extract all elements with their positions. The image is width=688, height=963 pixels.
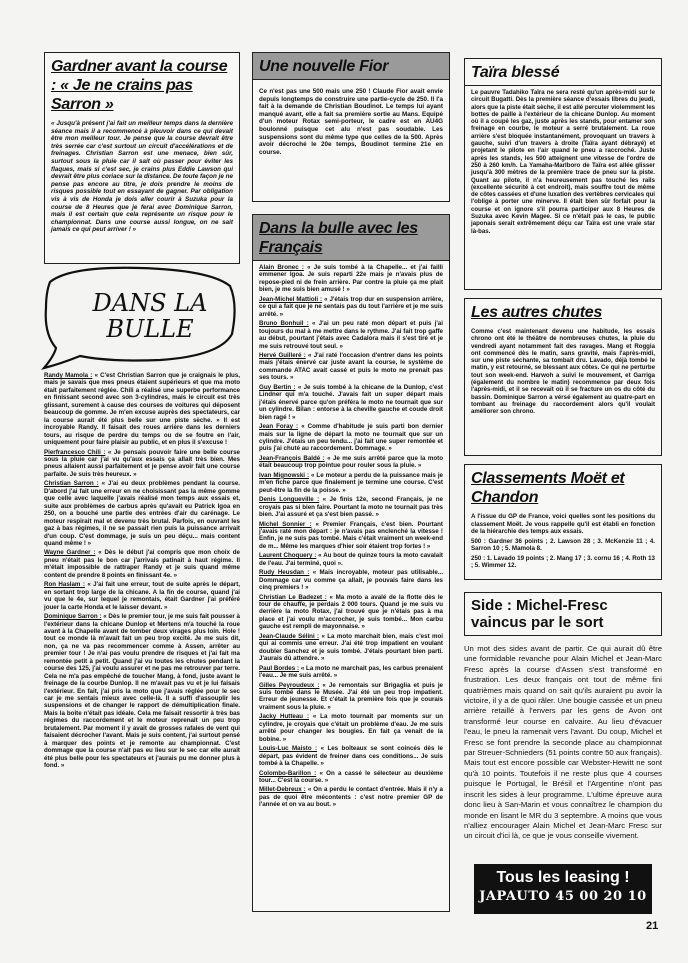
entry-heusdan: Rudy Heusdan : « Mais incroyable, moteur pas utilisable... Dommage car vu comme ça allait, je pouvais faire dans les cinq premiers ! » [259,569,443,592]
taira-text: Le pauvre Tadahiko Taïra ne sera resté qu'un après-midi sur le circuit Bugatti. Dès la première séance d'essais libres du jeudi, alors que la piste était sèche, il est allé percuter violemment les bottes de paille à l'extérieur de la chicane Dunlop. Au moment où il a coupé les gaz, juste après les stands, pour entamer son freinage en courbe, le moteur a serré brutalement. La roue arrière s'est bloquée instantanément, provoquant un travers à gauche, suivi d'un travers à droite (Taïra ayant débrayé) et projetant le pilote en l'air quand le pneu a raccroché. Juste après les stands, les 500 atteignent une vitesse de l'ordre de 250 à 260 km/h. La Yamaha-Marlboro de Taïra est allée glisser jusqu'à 300 mètres de la première trace de pneu sur la piste. Quant au pilote, il n'a heureusement pas touché les rails (excellente sécurité à cet endroit), mais souffre tout de même de côtes cassées et d'une luxation des vertèbres cervicales qui l'oblige à porter une minerve. Il était bien sûr forfait pour la course et on ignore s'il pourra participer aux 8 Heures de Suzuka avec Kevin Magee. Si ce n'était pas le cas, le public japonais serait extrêmement déçu car Taïra est une vraie star là-bas. [471,89,655,235]
entry-mignowski: Ivan Mignowski : « Le moteur a perdu de la puissance mais je m'en fiche parce que finalement je termine une course. C'est peut-être la fin de la poisse. » [259,471,443,494]
entry-bonhuil: Bruno Bonhuil : « J'ai un peu raté mon départ et puis j'ai toujours du mal à me mettre dans le rythme. J'ai fait trop gaffe au début, pourtant j'étais avec Cadalora mais il s'est tiré et je me suis retrouvé tout seul. » [259,320,443,350]
bulle-title: Dans la bulle avec les Français [253,215,449,261]
entry-hutteau: Jacky Hutteau : « La moto tournait par moments sur un cylindre, je croyais que c'était un problème d'eau. Je me suis arrêté pour changer les bougies. En fait ça venait de la bobine. » [259,713,443,743]
entry-c-sarron: Christian Sarron : « J'ai eu deux problèmes pendant la course. D'abord j'ai fait une erreur en ne choisissant pas la même gomme que celle avec laquelle j'avais réalisé mon temps aux essais et, suite aux problèmes de carbus après qu'avait eu Patrick Igoa en 250, on a bouché une partie des entrées d'air du carénage. Le moteur respirait mal et devenu très brutal. Parfois, en ouvrant les gaz à bas régimes, il ne se passait rien puis la puissance arrivait d'un coup. C'est dommage, je suis un peu déçu... mais content quand même ! » [44,480,240,547]
chutes-box [464,298,662,456]
taira-title: Taïra blessé [465,59,661,86]
bulle-box [252,214,450,912]
col1-entries [44,372,240,772]
entry-gardner: Wayne Gardner : « Dès le début j'ai compris que mon choix de pneu n'était pas le bon car j'arrivais patinait à haut régime. Il m'était impossible de rattraper Randy et je suis quand même content de prendre 8 points en finissant 4e. » [44,549,240,579]
classement-box [464,464,662,580]
entry-choquery: Laurent Choquery : « Au bout de quinze tours la moto cavalait de l'eau. J'ai terminé, quoi ». [259,552,443,567]
chutes-text: Comme c'est maintenant devenu une habitude, les essais chrono ont été le théâtre de nombreuses chutes, la pluie du vendredi ayant notamment fait des ravages. Mang et Roggia ont commencé dès le matin, sans gravité, mais l'après-midi, sur une piste séchante, sa tombait dru. Lavado, déjà tombé le matin, y est retourné, se blessant aux côtes. Ce qui ne perturbe tout son week-end. Harwoh a suivi le mouvement, et Garriga (également du nombre le matin) recommence par deux fois l'après-midi, et il se recevait où il se fracture un os du côté du bassin. Dominique Sarron a vérsé également au quatre-part en tombant au freinage du raccordement alors qu'il voulait améliorer son chrono. [471,328,655,416]
fior-box [252,52,450,202]
taira-box [464,58,662,290]
entry-longueville: Denis Longueville : « Je finis 12e, second Français, je ne croyais pas si bien faire. Pourtant la moto ne tournait pas très bien. J'ai assuré et ça s'est bien passé. » [259,496,443,519]
side-text: Un mot des sides avant de partir. Ce qui aurait dû être une formidable revanche pour Alain Michel et Jean-Marc Fresc après la course d'Assen s'est transformé en frustration. Les deux français ont tout de même fini quatrièmes mais quand on sait qu'ils auraient pu avoir la victoire, il y a de quoi râler. Une bougie cassée et un pneu arrière retaillé à l'envers par les gens de Avon ont transformé leur course en calvaire. Au lieu d'évacuer l'eau, le pneu la ramenait vers l'avant. Du coup, Michel et Fresc se font prendre la seconde place au championnat par Streuer-Schnieders (51 points contre 50 aux français). Mais tout est encore possible car Webster-Hewitt ne sont qu'à 10 points. Toutefois il ne reste plus que 4 courses puisque le Portugal, le Brésil et l'Argentine n'ont pas inscrit les sides à leur programme. L'ultime épreuve aura donc lieu à San-Marin et vous connaîtrez le champion du monde en lisant le MR du 3 septembre. A moins que vous n'alliez encourager Alain Michel et Jean-Marc Fresc sur un circuit d'ici là, ce que je vous conseille vivement. [464,644,662,841]
dans-la-bulle-text: DANS LA BULLE [92,289,208,343]
classement-title: Classements Moët et Chandon [471,470,625,506]
entry-bertin: Guy Bertin : « Je suis tombé à la chicane de la Dunlop, c'est Lindner qui m'a touché. J'avais fait un super départ mais j'étais énervé parce qu'on préféra le moto ne tournait que sur un cylindre. Bilan : entorse à la cheville gauche et coude droit bien ragé ! » [259,383,443,421]
side-title: Side : Michel-Fresc vaincus par le sort [464,592,662,636]
entry-sonnier: Michel Sonnier : « Premier Français, c'est bien. Pourtant j'avais raté mon départ : je n'avais pas enclenché la vitesse ! Enfin, je ne suis pas tombé. Mais c'était vraiment un week-end de m... Même les marques d'hier soir étaient trop fortes ! » [259,520,443,550]
entry-foray: Jean Foray : « Comme d'habitude je suis parti bon dernier mais sur la ligne de départ la moto ne tournait que sur un cylindre. J'étais un peu tendu... j'ai fait une super remontée et puis j'ai chuté au raccordement. Dommage. » [259,423,443,453]
classement-500: 500 : Gardner 36 points ; 2. Lawson 28 ; 3. McKenzie 11 ; 4. Sarron 10 ; 5. Mamola 8. [471,537,655,552]
entry-peyroudeux: Gilles Peyroudeux : « Je remontais sur Brigaglia et puis je suis tombé dans le Musée. J'ai été un peu trop impatient. Erreur de jeunesse. Et c'était la première fois que je courais vraiment sous la pluie. » [259,681,443,711]
entry-maisto: Louis-Luc Maisto : « Les boîteaux se sont coincés dès le départ, pas évident de freiner dans ces conditions... Je suis tombé à la Chapelle. » [259,745,444,768]
entry-bordes: Paul Bordes : « La moto ne marchait pas, les carbus prenaient l'eau... Je me suis arrêté. » [259,664,443,680]
page-number: 21 [646,920,659,932]
classement-250: 250 : 1. Lavado 19 points ; 2. Mang 17 ; 3. cornu 16 ; 4. Roth 13 ; 5. Wimmer 12. [471,554,655,569]
ad-line2: JAPAUTO 45 00 20 10 [479,889,647,904]
bulle-body [253,261,449,815]
entry-colombo-barillon: Colombo-Barillon : « On a cassé le sélecteur au deuxième tour... C'est la course. » [259,769,443,784]
gardner-box [44,52,240,264]
col1-entries-body [44,372,240,770]
side-article [464,592,662,842]
fior-title: Une nouvelle Fior [253,53,449,80]
chutes-title: Les autres chutes [471,304,602,321]
fior-text: Ce n'est pas une 500 mais une 250 ! Claude Fior avait envie depuis longtemps de construire une partie-cycle de 250. Il l'a fait à la demande de Christian Boudinot. Le temps lui ayant manqué avant, elle a fait sa première sortie au Mans. Equipé d'un moteur Rotax semi-porteur, le cadre est en AU4G boulonné puisque cet alu n'est pas soudable. Les suspensions sont du même type que celles de la 500. Après avoir décroché le 20e temps, Boudinot termine 21e en course. [259,88,443,156]
entry-mamola: Randy Mamola : « C'est Christian Sarron que je craignais le plus, mais je savais que mes pneus étaient supérieurs et que ma moto était parfaitement réglée. Chili a réalisé une superbe performance en finissant second avec son 3-cylindres, mais le circuit est très glissant, surement à cause des courses de voitures qui déposent beaucoup de gomme. Je m'en excuse auprès des spectateurs, car la course aurait été plus belle sur une piste sèche. » Il est incroyable Randy. Il faisait des roues arrière dans les derniers tours, au risque de perdre du temps ou de se foutre en l'air, uniquement pour faire plaisir au public, et en plus il s'excuse ! [44,372,240,447]
classement-body [465,510,661,576]
entry-guillere: Hervé Guilleré : « J'ai raté l'occasion d'entrer dans les points mais j'étais énervé car juste avant la course, le système de commande ATAC avait cassé et puis le moto ne prenait pas ses tours. » [259,351,443,382]
entry-bronec: Alain Bronec : « Je suis tombé à la Chapelle... et j'ai failli emmener Igoa. Je suis reparti 22e mais je n'avais plus de repose-pied ni de frein arrière. Par contre la pluie ça me plait bien, je me suis bien amusé ! » [259,264,443,294]
dans-la-bulle-logo [40,264,240,370]
gardner-text: « Jusqu'à présent j'ai fait un meilleur temps dans la dernière séance mais il a recommencé à pleuvoir dans ce qui devait être mon meilleur tour. Je pense que la course devrait être très serrée car c'est surtout un circuit d'accélérations et de freinages. Christian Sarron est une menace, bien sûr, surtout sous la pluie car il sait où passer pour éviter les flaques, mais si c'est sec, je crains plus Eddie Lawson qui devrait être plus coriace sur la distance. De toute façon je ne pense pas encore au titre, je dois prendre le moins de risques possible tout en essayant de gagner. Par obligation vis à vis de Honda je dois aller courir à Suzuka pour la course de 8 Heures que je ferai avec Dominique Sarron, mais il est certain que cela représente un risque pour le championnat. Dans une course aussi longue, on ne sait jamais ce qui peut arriver ! » [51,120,233,234]
entry-selini: Jean-Claude Sélini : « La moto marchait bien, mais c'est moi qui ai commis une erreur. J'ai été trop impatient en voulant doubler Sanchez et je suis tombé. J'étais pourtant bien parti. J'aurais dû attendre. » [259,632,443,663]
ad-line1: Tous les leasing ! [496,869,630,886]
entry-le-badezet: Christian Le Badezet : « Ma moto a avalé de la flotte dès le tour de chauffe, je perdais 2 000 tours. Quand je me suis vu derrière la moto Rotax, j'ai trouvé que je n'étais pas à ma place et j'ai voulu m'accrocher, je suis tombé... Mon carbu gauche est rempli de mayonnaise. » [259,593,443,631]
classement-text: A l'issue du GP de France, voici quelles sont les positions du classement Moët. Je vous rappelle qu'il est établi en fonction de la hiérarchie des temps aux essais. [471,513,655,535]
entry-mattioli: Jean-Michel Mattioli : « J'étais trop dur en suspension arrière, ce qui a fait que je ne sentais pas du tout l'arrière et je me suis arrêté. » [259,295,443,318]
entry-millet-debreux: Millet-Debreux : « On a perdu le contact d'entrée. Mais il n'y a pas de quoi être mécontents : c'est notre premier GP de l'année et on va au bout. » [259,786,443,809]
entry-balde: Jean-François Baldé : « Je me suis arrêté parce que la moto était beaucoup trop pointue pour rouler sous la pluie. » [259,454,443,470]
entry-chili: Pierfrancesco Chili : « Je pensais pouvoir faire une belle course sous la pluie car j'ai vu qu'aux essais ça allait très bien. Mes pneus allaient aussi parfaitement et je pense avoir fait une course parfaite. Je suis très heureux. » [44,448,240,478]
entry-haslam: Ron Haslam : « J'ai fait une erreur, tout de suite après le départ, en sortant trop large de la chicane. A la fin de course, quand j'ai vu que le 4e, sur lequel je remontais, était Gardner j'ai préféré jouer la carte Honda et le laisser devant. » [44,581,240,611]
entry-d-sarron: Dominique Sarron : « Dès le premier tour, je me suis fait pousser à l'extérieur dans la chicane Dunlop et Mertens m'a touché la roue avant à la Chapelle avant de tomber deux virages plus loin. Hole ! tout ce monde là m'avait fait un peu trop excité. Je me suis dit, non, ça ne va pas recommencer comme à Assen, arrêter au premier tour ! Je n'ai pas voulu prendre de risques et j'ai fait ma remontée petit à petit. Quand j'ai vu toutes les chutes pendant la course des 125, j'ai voulu assurer et ne pas me retrouver par terre. Cela ne m'a pas empêché de toucher Mang, à fond, juste avant le freinage de la courbe Dunlop. Il ne m'avait pas vu et je lui faisais l'extérieur. En fait, j'ai pris la moto que j'avais réglée pour le sec car je me sentais mieux avec celle-là. Il a suffi d'assouplir les suspensions et de changer le rapport de démultiplication finale. Mais la boîte n'était pas idéale. Cela me faisait ressortir à très bas régimes du raccordement et le moteur reprenait un peu trop brutalement. Par moment il y avait de grosses rafales de vent qui faisaient décrocher l'avant. Mais je suis content, j'ai surtout pensé à marquer des points et je remonte au championnat. C'est dommage que la course n'ait pas eu lieu sur le sec car elle aurait été plus belle pour les spectateurs et j'aurais pu me donner plus à fond. » [44,613,240,770]
gardner-title: Gardner avant la course : « Je ne crains pas Sarron » [51,58,228,113]
japauto-ad [474,864,652,914]
